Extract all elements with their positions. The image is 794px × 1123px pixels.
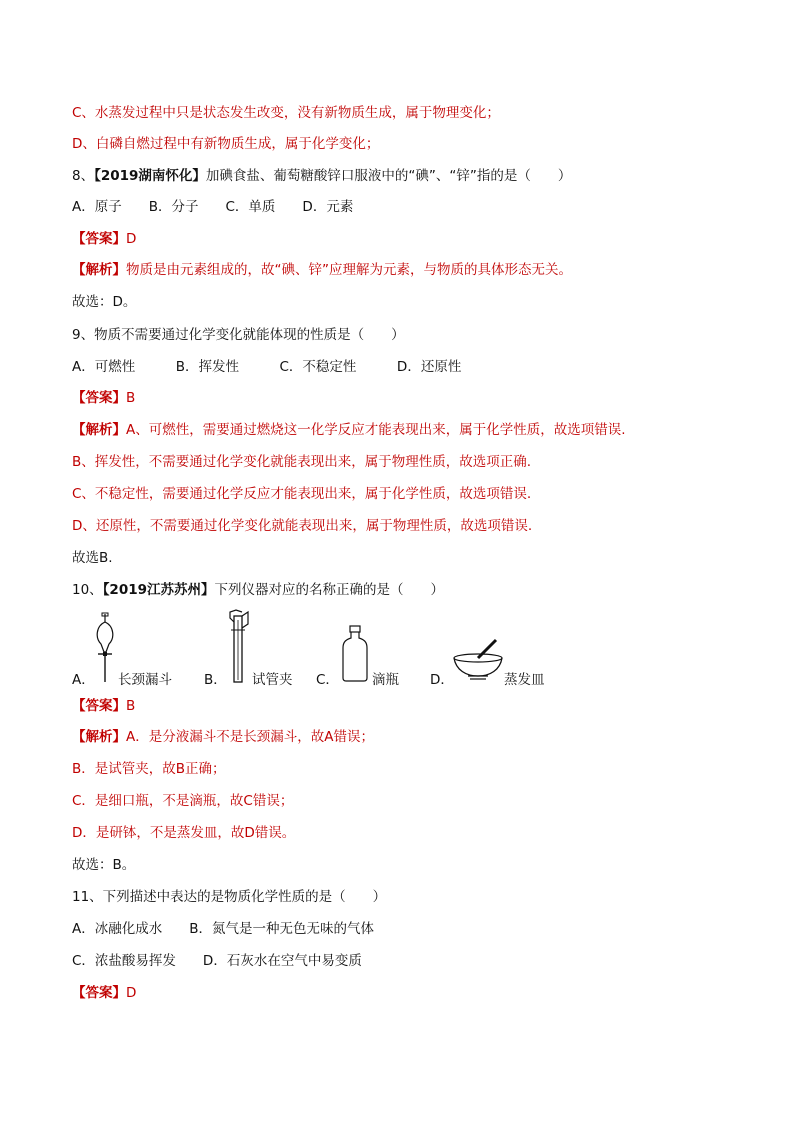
question-9-options: A．可燃性 B．挥发性 C．不稳定性 D．还原性 [72,359,462,375]
analysis-text: 物质是由元素组成的，故“碘、锌”应理解为元素，与物质的具体形态无关。 [126,262,572,278]
text-line: C、水蒸发过程中只是状态发生改变，没有新物质生成，属于物理变化； [72,105,500,121]
question-11-options: C．浓盐酸易挥发 D．石灰水在空气中易变质 [72,953,362,969]
answer-tag: 【答案】 [72,698,126,714]
answer-line [72,696,135,716]
question-10 [72,580,444,600]
question-8 [72,166,571,186]
question-number: 10、 [72,582,103,598]
analysis-line [72,727,374,747]
answer-value: B [126,390,136,406]
answer-value: B [126,698,136,714]
option-d-label: 蒸发皿 [504,672,545,688]
analysis-text: A、可燃性，需要通过燃烧这一化学反应才能表现出来，属于化学性质，故选项错误. [126,422,626,438]
analysis-text: A．是分液漏斗不是长颈漏斗，故A错误； [126,729,374,745]
question-number: 8、 [72,168,95,184]
analysis-tag: 【解析】 [72,729,126,745]
analysis-line: C、不稳定性，需要通过化学反应才能表现出来，属于化学性质，故选项错误. [72,486,532,502]
separatory-funnel-icon [92,612,118,684]
question-8-options: A．原子 B．分子 C．单质 D．元素 [72,199,354,215]
choice-line: 故选B. [72,550,113,566]
question-9: 9、物质不需要通过化学变化就能体现的性质是（ ） [72,327,405,343]
option-b-label: 试管夹 [252,672,293,688]
question-11-options: A．冰融化成水 B．氮气是一种无色无味的气体 [72,921,374,937]
option-c-label: 滴瓶 [372,672,399,688]
analysis-tag: 【解析】 [72,422,126,438]
source-tag: 【2019江苏苏州】 [102,582,215,598]
option-b-letter: B． [204,672,227,688]
reagent-bottle-icon [340,624,370,682]
analysis-line [72,420,626,440]
answer-line [72,983,136,1003]
option-d-letter: D． [430,672,454,688]
option-a-label: 长颈漏斗 [118,672,172,688]
question-text: 下列仪器对应的名称正确的是（ ） [214,582,445,598]
analysis-line [72,260,572,280]
source-tag: 【2019湖南怀化】 [94,168,206,184]
analysis-line: B、挥发性，不需要通过化学变化就能表现出来，属于物理性质，故选项正确. [72,454,532,470]
analysis-tag: 【解析】 [72,262,126,278]
answer-tag: 【答案】 [72,390,126,406]
option-a-letter: A． [72,672,95,688]
mortar-pestle-icon [452,636,504,682]
analysis-line: B．是试管夹，故B正确； [72,761,226,777]
test-tube-holder-icon [228,608,250,684]
choice-line: 故选：B。 [72,857,136,873]
answer-value: D [126,231,137,247]
question-text: 加碘食盐、葡萄糖酸锌口服液中的“碘”、“锌”指的是（ ） [205,168,572,184]
option-c-letter: C． [316,672,339,688]
answer-tag: 【答案】 [72,231,126,247]
text-line: D、白磷自燃过程中有新物质生成，属于化学变化； [72,136,380,152]
analysis-line: D、还原性，不需要通过化学变化就能表现出来，属于物理性质，故选项错误. [72,518,533,534]
question-11: 11、下列描述中表达的是物质化学性质的是（ ） [72,889,387,905]
answer-tag: 【答案】 [72,985,126,1001]
analysis-line: C．是细口瓶，不是滴瓶，故C错误； [72,793,294,809]
answer-line [72,229,136,249]
choice-line: 故选：D。 [72,294,137,310]
answer-value: D [126,985,137,1001]
analysis-line: D．是研钵，不是蒸发皿，故D错误。 [72,825,296,841]
answer-line [72,388,135,408]
